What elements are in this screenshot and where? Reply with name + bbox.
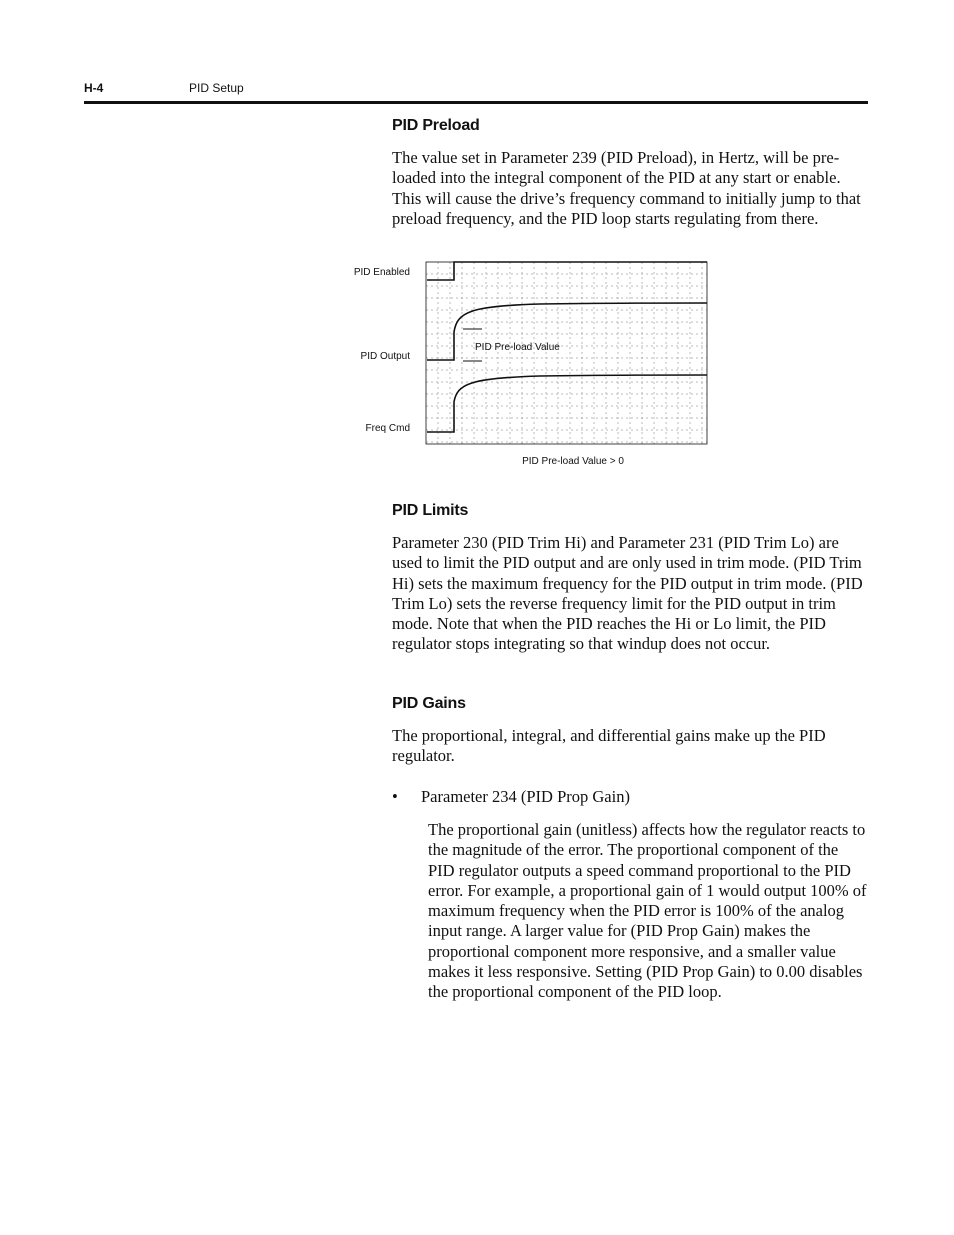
pid-output-trace [427, 303, 707, 360]
label-freq-cmd: Freq Cmd [365, 423, 410, 434]
heading-pid-limits: PID Limits [392, 502, 469, 519]
label-pid-output: PID Output [360, 351, 410, 362]
page-header [84, 80, 868, 104]
bullet-prop-gain: Parameter 234 (PID Prop Gain) [421, 787, 630, 806]
header-rule [84, 101, 868, 104]
running-title: PID Setup [189, 81, 244, 95]
label-pid-preload-value: PID Pre-load Value [475, 342, 560, 353]
pid-enabled-trace [427, 262, 707, 280]
paragraph-pid-gains: The proportional, integral, and differential gains make up the PID regulator. [392, 726, 826, 766]
paragraph-pid-limits: Parameter 230 (PID Trim Hi) and Parameter 231 (PID Trim Lo) are used to limit the PID output and are only used in trim mode. (PID Trim Hi) sets the maximum frequency for the PID output in trim mode. (PID Trim Lo) sets the reverse frequency limit for the PID output in trim mode. Note that when the PID reaches the Hi or Lo limit, the PID regulator stops integrating so that windup does not occur. [392, 533, 863, 654]
paragraph-pid-preload: The value set in Parameter 239 (PID Preload), in Hertz, will be pre-loaded into the integral component of the PID at any start or enable. This will cause the drive’s frequency command to initially jump to that preload frequency, and the PID loop starts regulating from there. [392, 148, 861, 228]
bullet-marker: • [392, 787, 398, 806]
figure-caption: PID Pre-load Value > 0 [522, 456, 624, 467]
timing-frame [426, 262, 707, 444]
pid-preload-timing-diagram [340, 250, 720, 472]
page-number: H-4 [84, 81, 104, 95]
heading-pid-preload: PID Preload [392, 117, 480, 134]
label-pid-enabled: PID Enabled [353, 267, 410, 278]
freq-cmd-trace [427, 375, 707, 432]
heading-pid-gains: PID Gains [392, 695, 466, 712]
timing-grid [426, 262, 707, 444]
paragraph-prop-gain: The proportional gain (unitless) affects how the regulator reacts to the magnitude of the error. The proportional component of the PID regulator outputs a speed command proportional to the PID error. For example, a proportional gain of 1 would output 100% of maximum frequency when the PID error is 100% of the analog input range. A larger value for (PID Prop Gain) makes the proportional component more responsive, and a smaller value makes it less responsive. Setting (PID Prop Gain) to 0.00 disables the proportional component of the PID loop. [428, 820, 867, 1002]
